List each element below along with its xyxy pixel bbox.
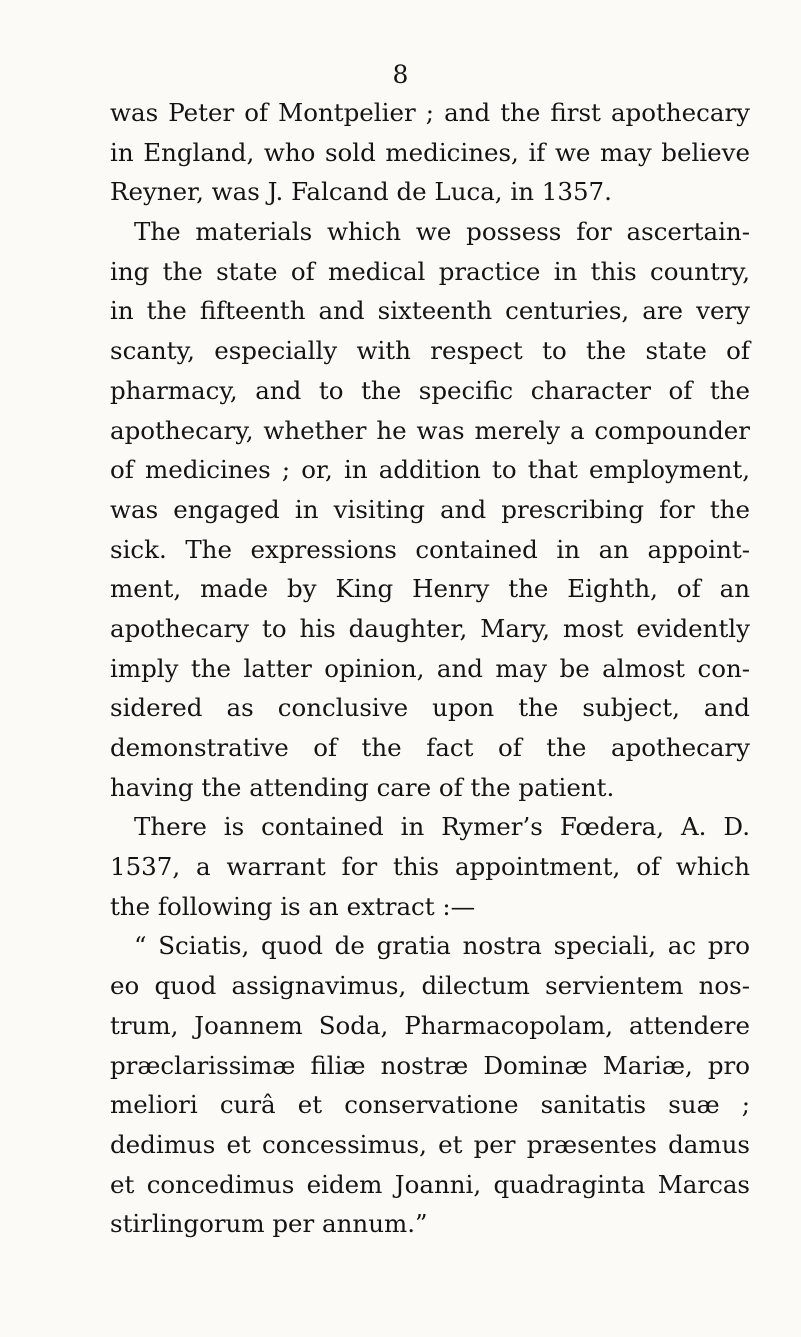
text-line: apothecary to his daughter, Mary, most evidently — [110, 613, 750, 643]
text-line: eo quod assignavimus, dilectum servientem nos- — [110, 971, 750, 1001]
text-line: trum, Joannem Soda, Pharmacopolam, attendere — [110, 1010, 750, 1040]
text-line: demonstrative of the fact of the apothecary — [110, 733, 750, 762]
text-line: præclarissimæ filiæ nostræ Dominæ Mariæ, pro — [110, 1050, 750, 1080]
text-line: pharmacy, and to the specific character of the — [110, 375, 750, 405]
text-line: et concedimus eidem Joanni, quadraginta Marcas — [110, 1169, 750, 1199]
text-line: dedimus et concessimus, et per præsentes damus — [110, 1129, 750, 1159]
text-line: meliori curâ et conservatione sanitatis suæ ; — [110, 1090, 750, 1120]
text-line: 1537, a warrant for this appointment, of which — [110, 852, 750, 882]
text-line: the following is an extract :— — [110, 891, 476, 921]
page-number: 8 — [392, 60, 409, 89]
text-line: was Peter of Montpelier ; and the first apothecary — [110, 98, 750, 127]
text-line: There is contained in Rymer’s Fœdera, A. D. — [134, 812, 750, 842]
text-line: ing the state of medical practice in this country, — [110, 256, 750, 286]
text-line: ment, made by King Henry the Eighth, of an — [110, 574, 750, 604]
text-line: imply the latter opinion, and may be almost con- — [110, 653, 750, 683]
text-line: “ Sciatis, quod de gratia nostra speciali, ac pro — [134, 931, 750, 961]
text-line: in England, who sold medicines, if we may believe — [110, 137, 750, 167]
text-line: sick. The expressions contained in an appoint- — [110, 534, 750, 564]
text-line: The materials which we possess for ascertain- — [134, 217, 750, 247]
text-line: in the fifteenth and sixteenth centuries, are very — [110, 296, 750, 326]
text-line: Reyner, was J. Falcand de Luca, in 1357. — [110, 177, 612, 207]
text-line: scanty, especially with respect to the state of — [110, 336, 750, 366]
text-line: having the attending care of the patient. — [110, 772, 615, 802]
body-text — [110, 93, 750, 1244]
text-line: apothecary, whether he was merely a compounder — [110, 415, 750, 445]
text-line: was engaged in visiting and prescribing for the — [110, 494, 750, 524]
text-line: sidered as conclusive upon the subject, and — [110, 693, 750, 723]
text-line: stirlingorum per annum.” — [110, 1209, 428, 1239]
text-line: of medicines ; or, in addition to that employment, — [110, 455, 750, 485]
